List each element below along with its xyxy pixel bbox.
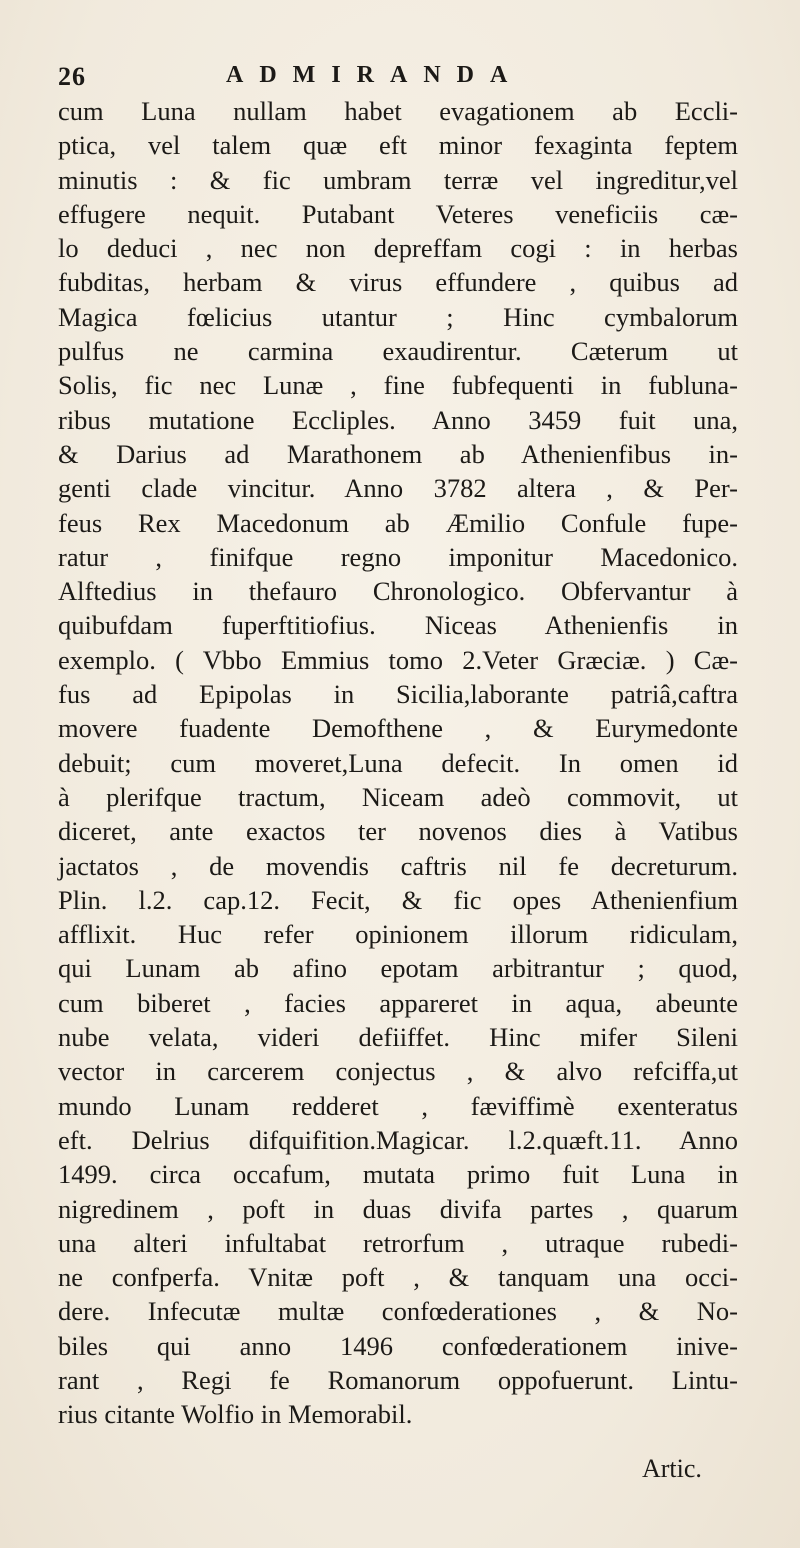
text-line: Alftedius in thefauro Chronologico. Obfervantur à (58, 576, 738, 607)
text-line: diceret, ante exactos ter novenos dies à Vatibus (58, 816, 738, 847)
text-line: debuit; cum moveret,Luna defecit. In omen id (58, 747, 738, 778)
text-line: biles qui anno 1496 confœderationem inive- (58, 1330, 738, 1361)
text-line: pulfus ne carmina exaudirentur. Cæterum ut (58, 336, 738, 367)
text-line: fubditas, herbam & virus effundere , quibus ad (58, 267, 738, 298)
text-line: jactatos , de movendis caftris nil fe decreturum. (58, 850, 738, 881)
text-line: rant , Regi fe Romanorum oppofuerunt. Lintu- (58, 1364, 738, 1395)
text-line: ptica, vel talem quæ eft minor fexaginta feptem (58, 130, 738, 161)
text-line: minutis : & fic umbram terræ vel ingreditur,vel (58, 164, 738, 195)
text-line: eft. Delrius difquifition.Magicar. l.2.quæft.11. Anno (58, 1124, 738, 1155)
text-line: ribus mutatione Eccliples. Anno 3459 fuit una, (58, 404, 738, 435)
text-line: rius citante Wolfio in Memorabil. (58, 1399, 413, 1430)
text-line: exemplo. ( Vbbo Emmius tomo 2.Veter Græciæ. ) Cæ- (58, 644, 738, 675)
text-line: movere fuadente Demofthene , & Eurymedonte (58, 713, 738, 744)
text-line: nube velata, videri defiiffet. Hinc mifer Sileni (58, 1022, 738, 1053)
page-number: 26 (58, 62, 86, 91)
text-line: ne confperfa. Vnitæ poft , & tanquam una occi- (58, 1262, 738, 1293)
text-line: & Darius ad Marathonem ab Athenienfibus in- (58, 438, 738, 469)
text-line: Solis, fic nec Lunæ , fine fubfequenti in fubluna- (58, 370, 738, 401)
text-line: genti clade vincitur. Anno 3782 altera , & Per- (58, 473, 738, 504)
text-line: vector in carcerem conjectus , & alvo refciffa,ut (58, 1056, 738, 1087)
text-line: feus Rex Macedonum ab Æmilio Confule fupe- (58, 507, 738, 538)
catchword: Artic. (642, 1454, 702, 1483)
text-line: qui Lunam ab afino epotam arbitrantur ; quod, (58, 953, 738, 984)
running-title: ADMIRANDA (226, 62, 524, 88)
text-line: Magica fœlicius utantur ; Hinc cymbalorum (58, 301, 738, 332)
page-header (58, 62, 738, 92)
text-line: lo deduci , nec non depreffam cogi : in herbas (58, 233, 738, 264)
text-line: dere. Infecutæ multæ confœderationes , & No- (58, 1296, 738, 1327)
text-line: mundo Lunam redderet , fæviffimè exenteratus (58, 1090, 738, 1121)
text-line: fus ad Epipolas in Sicilia,laborante patriâ,caftra (58, 679, 738, 710)
body-text (58, 94, 738, 1432)
text-line: effugere nequit. Putabant Veteres veneficiis cæ- (58, 198, 738, 229)
text-line: cum biberet , facies appareret in aqua, abeunte (58, 987, 738, 1018)
text-line: una alteri infultabat retrorfum , utraque rubedi- (58, 1227, 738, 1258)
text-line: ratur , finifque regno imponitur Macedonico. (58, 541, 738, 572)
text-line: cum Luna nullam habet evagationem ab Eccli- (58, 96, 738, 126)
text-line: à plerifque tractum, Niceam adeò commovit, ut (58, 781, 738, 812)
text-line: nigredinem , poft in duas divifa partes , quarum (58, 1193, 738, 1224)
text-line: 1499. circa occafum, mutata primo fuit Luna in (58, 1159, 738, 1190)
text-line: Plin. l.2. cap.12. Fecit, & fic opes Athenienfium (58, 884, 738, 915)
text-line: afflixit. Huc refer opinionem illorum ridiculam, (58, 919, 738, 950)
text-line: quibufdam fuperftitiofius. Niceas Athenienfis in (58, 610, 738, 641)
